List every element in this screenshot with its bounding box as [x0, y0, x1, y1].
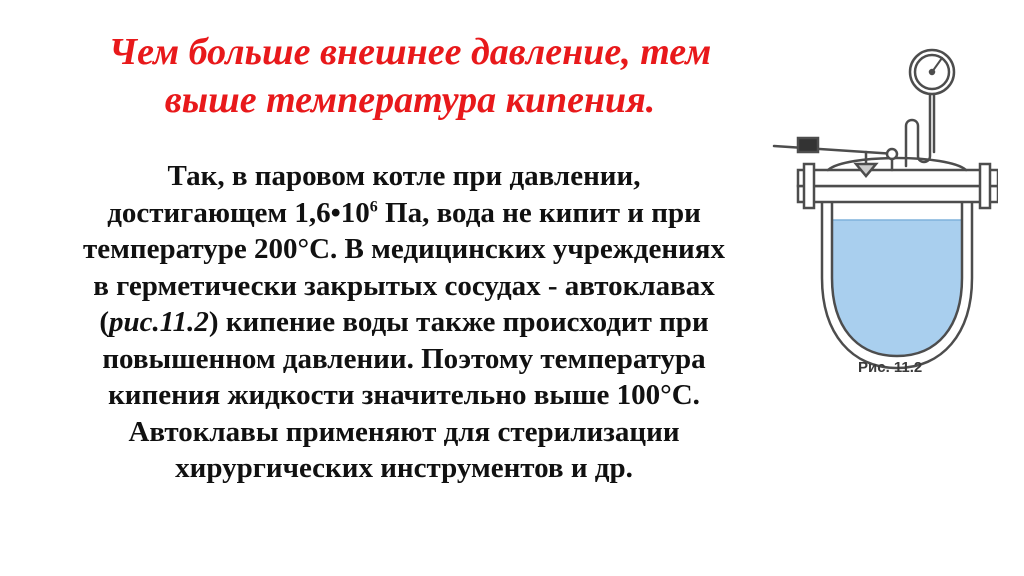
- heading-line-2: выше температура кипения.: [164, 79, 656, 121]
- body-line-1: Так, в паровом котле при давлении,: [167, 160, 641, 192]
- heading-line-1: Чем больше внешнее давление, тем: [108, 31, 712, 73]
- body-line-5-end: ) кипение воды также происходит при: [208, 306, 709, 338]
- body-line-6: повышенном давлении. Поэтому температура: [102, 342, 706, 375]
- figure-caption: Рис. 11.2: [858, 359, 923, 376]
- body-paragraph: [14, 158, 794, 487]
- body-line-7: кипения жидкости значительно выше 100°С.: [108, 379, 700, 411]
- lower-flange: [798, 186, 998, 202]
- upper-flange: [798, 170, 998, 186]
- valve-lever: [774, 146, 896, 154]
- figure-reference: рис.11.2: [109, 306, 209, 338]
- body-line-9: хирургических инструментов и др.: [175, 452, 633, 484]
- water-fill: [832, 220, 962, 356]
- right-bolt: [980, 164, 990, 208]
- valve-weight: [798, 138, 818, 152]
- body-line-5: [14, 304, 794, 341]
- body-line-2-end: Па, вода не кипит и при: [377, 196, 701, 229]
- body-line-3: температуре 200°С. В медицинских учреждениях: [83, 233, 725, 265]
- lid-dome: [828, 158, 966, 170]
- paren-open: (: [99, 306, 110, 338]
- body-line-8: Автоклавы применяют для стерилизации: [128, 415, 680, 448]
- autoclave-diagram: [766, 26, 998, 386]
- body-line-4: в герметически закрытых сосудах - автоклавах: [93, 269, 715, 302]
- left-bolt: [804, 164, 814, 208]
- pressure-value-text: достигающем 1,6•10: [107, 196, 370, 229]
- slide-heading: [40, 28, 780, 124]
- body-line-2: [14, 195, 794, 232]
- manometer-center: [930, 70, 934, 74]
- valve-pivot: [887, 149, 897, 159]
- gauge-tube: [906, 94, 930, 166]
- exponent: 6: [369, 197, 378, 215]
